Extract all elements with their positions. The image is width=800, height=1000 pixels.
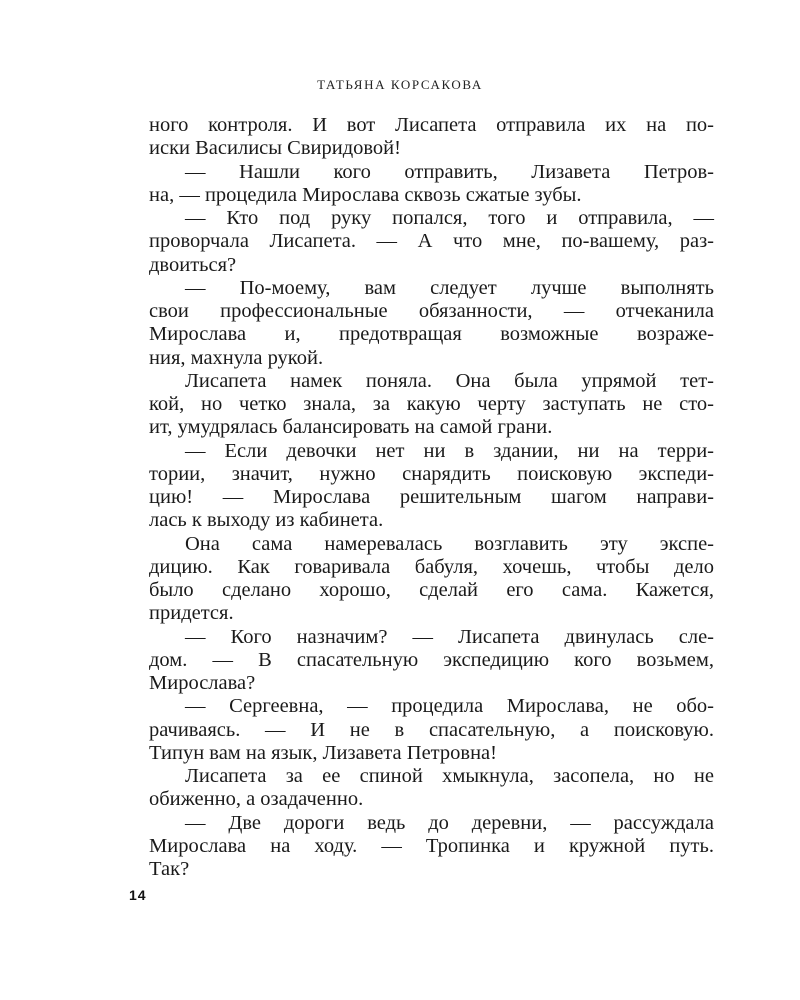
text-line: — По-моему, вам следует лучше выполнять xyxy=(185,276,714,299)
text-line: иски Василисы Свиридовой! xyxy=(149,137,401,160)
text-line: Мирослава? xyxy=(149,672,256,694)
text-line: Лисапета за ее спиной хмыкнула, засопела, но не xyxy=(185,765,714,787)
text-line: Мирослава и, предотвращая возможные возраже- xyxy=(149,323,714,346)
text-line: тории, значит, нужно снарядить поисковую экспеди- xyxy=(149,462,714,485)
text-line: придется. xyxy=(149,602,234,625)
text-line: — Две дороги ведь до деревни, — рассуждала xyxy=(185,811,714,834)
text-line: проворчала Лисапета. — А что мне, по-вашему, раз- xyxy=(149,230,714,253)
text-line: дом. — В спасательную экспедицию кого возьмем, xyxy=(149,648,714,671)
text-line: — Нашли кого отправить, Лизавета Петров- xyxy=(185,160,714,183)
text-line: — Кто под руку попался, того и отправила, — xyxy=(185,207,714,229)
text-line: лась к выходу из кабинета. xyxy=(149,509,384,532)
text-line: двоиться? xyxy=(149,253,237,276)
text-line: свои профессиональные обязанности, — отчеканила xyxy=(149,300,714,322)
text-line: ного контроля. И вот Лисапета отправила их на по- xyxy=(149,114,714,136)
text-line: обиженно, а озадаченно. xyxy=(149,788,364,811)
body-text xyxy=(149,114,714,881)
text-line: Лисапета намек поняла. Она была упрямой тет- xyxy=(185,369,714,392)
text-line: рачиваясь. — И не в спасательную, а поисковую. xyxy=(149,718,714,741)
text-line: на, — процедила Мирослава сквозь сжатые зубы. xyxy=(149,183,582,206)
text-line: ния, махнула рукой. xyxy=(149,346,324,369)
text-line: Типун вам на язык, Лизавета Петровна! xyxy=(149,741,497,764)
text-line: — Если девочки нет ни в здании, ни на терри- xyxy=(185,439,714,462)
text-line: Она сама намеревалась возглавить эту экспе- xyxy=(185,532,714,555)
text-line: было сделано хорошо, сделай его сама. Кажется, xyxy=(149,579,714,601)
page-number: 14 xyxy=(129,887,147,903)
running-head: ТАТЬЯНА КОРСАКОВА xyxy=(317,77,483,92)
text-line: — Сергеевна, — процедила Мирослава, не обо- xyxy=(185,695,714,718)
text-line: дицию. Как говаривала бабуля, хочешь, чтобы дело xyxy=(149,555,714,578)
text-line: кой, но четко знала, за какую черту заступать не сто- xyxy=(149,393,714,415)
text-line: цию! — Мирослава решительным шагом направи- xyxy=(149,486,714,508)
text-line: Мирослава на ходу. — Тропинка и кружной путь. xyxy=(149,834,714,857)
text-line: ит, умудрялась балансировать на самой грани. xyxy=(149,416,553,439)
text-line: — Кого назначим? — Лисапета двинулась сле- xyxy=(185,625,714,648)
text-line: Так? xyxy=(149,858,190,880)
